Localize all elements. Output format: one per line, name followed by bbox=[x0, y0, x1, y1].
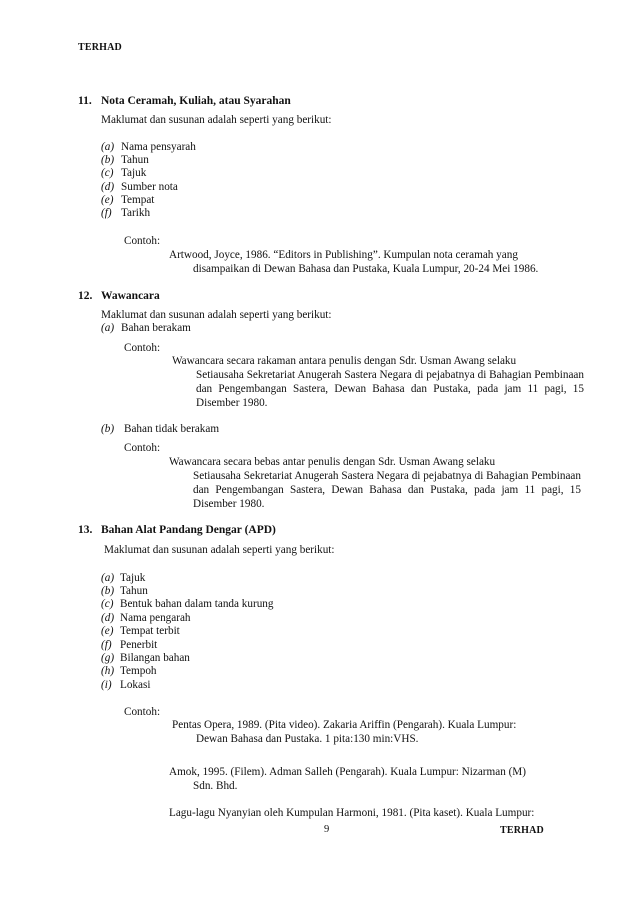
reference-first-line: Wawancara secara rakaman antara penulis dengan Sdr. Usman Awang selaku bbox=[172, 355, 517, 367]
list-item-marker: (a) bbox=[101, 572, 115, 584]
list-item: Penerbit bbox=[120, 639, 158, 651]
footer-classification: TERHAD bbox=[500, 825, 544, 836]
list-item-marker: (c) bbox=[101, 598, 114, 610]
list-item-marker: (f) bbox=[101, 207, 112, 219]
list-item-marker: (f) bbox=[101, 639, 112, 651]
list-item: Tempoh bbox=[120, 665, 157, 677]
list-item-marker: (d) bbox=[101, 181, 115, 193]
header-classification: TERHAD bbox=[78, 42, 122, 53]
list-item-marker: (e) bbox=[101, 194, 114, 206]
section-12-title: Wawancara bbox=[101, 290, 160, 302]
reference-first-line: Artwood, Joyce, 1986. “Editors in Publishing”. Kumpulan nota ceramah yang bbox=[169, 249, 518, 261]
list-item-marker: (d) bbox=[101, 612, 115, 624]
list-item: Tajuk bbox=[121, 167, 147, 179]
reference-continuation: Setiausaha Sekretariat Anugerah Sastera Negara di pejabatnya di Bahagian Pembinaan dan Pengembangan Sastera, Dewan Bahasa dan Pustaka, pada jam 11 pagi, 15 Disember 1980. bbox=[196, 369, 584, 409]
subsection-marker: (b) bbox=[101, 423, 115, 435]
section-11-number: 11. bbox=[78, 95, 92, 107]
list-item: Nama pensyarah bbox=[121, 141, 196, 153]
section-11-intro: Maklumat dan susunan adalah seperti yang berikut: bbox=[101, 114, 332, 126]
section-12-number: 12. bbox=[78, 290, 93, 302]
list-item: Tajuk bbox=[120, 572, 146, 584]
section-13-intro: Maklumat dan susunan adalah seperti yang berikut: bbox=[104, 544, 335, 556]
page-number: 9 bbox=[324, 824, 330, 835]
list-item-marker: (c) bbox=[101, 167, 114, 179]
reference-entry bbox=[169, 455, 581, 511]
section-13-number: 13. bbox=[78, 524, 93, 536]
reference-entry bbox=[169, 248, 581, 276]
reference-continuation: disampaikan di Dewan Bahasa dan Pustaka, Kuala Lumpur, 20-24 Mei 1986. bbox=[193, 263, 539, 275]
list-item: Tarikh bbox=[121, 207, 151, 219]
list-item-marker: (i) bbox=[101, 679, 112, 691]
reference-first-line: Amok, 1995. (Filem). Adman Salleh (Pengarah). Kuala Lumpur: Nizarman (M) bbox=[169, 766, 526, 778]
list-item-marker: (e) bbox=[101, 625, 114, 637]
list-item: Nama pengarah bbox=[120, 612, 191, 624]
section-11-title: Nota Ceramah, Kuliah, atau Syarahan bbox=[101, 95, 291, 107]
list-item: Sumber nota bbox=[121, 181, 178, 193]
section-12-intro: Maklumat dan susunan adalah seperti yang berikut: bbox=[101, 309, 332, 321]
reference-entry bbox=[169, 806, 581, 820]
subsection-title: Bahan berakam bbox=[121, 322, 191, 334]
reference-entry bbox=[172, 354, 584, 410]
subsection-title: Bahan tidak berakam bbox=[124, 423, 220, 435]
section-13-title: Bahan Alat Pandang Dengar (APD) bbox=[101, 524, 276, 536]
reference-first-line: Wawancara secara bebas antar penulis dengan Sdr. Usman Awang selaku bbox=[169, 456, 496, 468]
subsection-marker: (a) bbox=[101, 322, 115, 334]
list-item-marker: (b) bbox=[101, 585, 115, 597]
reference-first-line: Lagu-lagu Nyanyian oleh Kumpulan Harmoni, 1981. (Pita kaset). Kuala Lumpur: bbox=[169, 807, 535, 819]
example-label: Contoh: bbox=[124, 442, 161, 454]
list-item: Bilangan bahan bbox=[120, 652, 190, 664]
reference-continuation: Dewan Bahasa dan Pustaka. 1 pita:130 min:VHS. bbox=[196, 733, 419, 745]
list-item: Tempat bbox=[121, 194, 155, 206]
list-item: Tempat terbit bbox=[120, 625, 180, 637]
reference-continuation: Sdn. Bhd. bbox=[193, 780, 238, 792]
list-item: Tahun bbox=[120, 585, 148, 597]
example-label: Contoh: bbox=[124, 706, 161, 718]
list-item-marker: (g) bbox=[101, 652, 115, 664]
list-item-marker: (b) bbox=[101, 154, 115, 166]
list-item-marker: (h) bbox=[101, 665, 115, 677]
list-item: Bentuk bahan dalam tanda kurung bbox=[120, 598, 274, 610]
example-label: Contoh: bbox=[124, 235, 161, 247]
reference-entry bbox=[169, 765, 581, 793]
example-label: Contoh: bbox=[124, 342, 161, 354]
list-item-marker: (a) bbox=[101, 141, 115, 153]
reference-first-line: Pentas Opera, 1989. (Pita video). Zakaria Ariffin (Pengarah). Kuala Lumpur: bbox=[172, 719, 517, 731]
list-item: Tahun bbox=[121, 154, 149, 166]
reference-continuation: Setiausaha Sekretariat Anugerah Sastera Negara di pejabatnya di Bahagian Pembinaan dan Pengembangan Sastera, Dewan Bahasa dan Pustaka, pada jam 11 pagi, 15 Disember 1980. bbox=[193, 470, 581, 510]
list-item: Lokasi bbox=[120, 679, 151, 691]
reference-entry bbox=[172, 718, 584, 746]
